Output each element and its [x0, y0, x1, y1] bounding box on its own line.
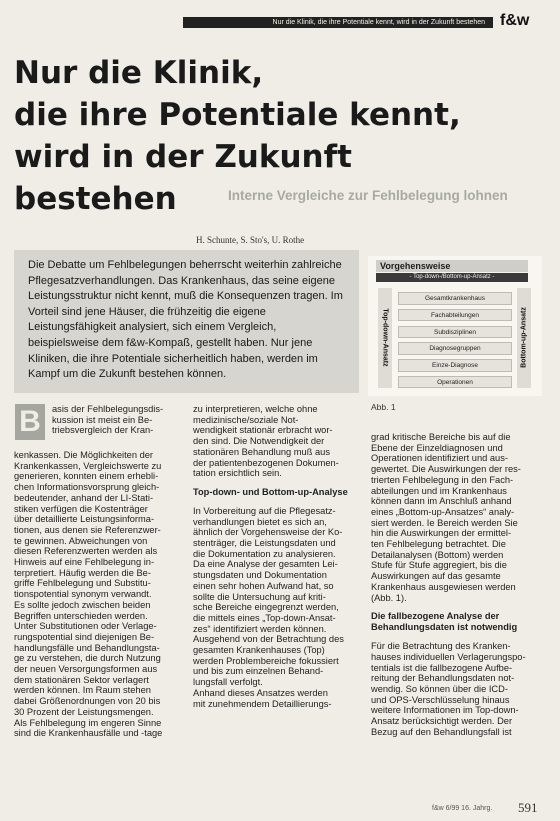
figure-level: Diagnosegruppen [398, 342, 512, 355]
text-line: sche Bereiche eingegrenzt werden, [193, 602, 339, 613]
text-line: Bezug auf den Behandlungsfall ist [371, 726, 512, 737]
title-line: Nur die Klinik, [14, 55, 264, 91]
title-line: wird in der Zukunft [14, 139, 352, 175]
body-column-3 [371, 432, 543, 788]
text-line: grad kritische Bereiche bis auf die [371, 432, 511, 442]
figure-level: Operationen [398, 376, 512, 389]
magazine-logo: f&w [500, 12, 530, 29]
text-line: über detaillierte Leistungsinforma- [14, 514, 155, 525]
text-line: lungsfall verfolgt. [193, 677, 263, 688]
text-line: dem stationären Sektor verlagert [14, 674, 149, 685]
text-line: griffe Fehlbelegung und Substitu- [14, 578, 151, 589]
text-line: triebsvergleich der Kran- [52, 425, 154, 436]
text-line: die mittels eines „Top-down-Ansat- [193, 612, 336, 623]
text-line: reitung der Behandlungsdaten not- [371, 673, 515, 684]
text-line: einen sehr hohen Aufwand hat, so [193, 580, 334, 591]
text-line: terpretiert. Häufig werden die Be- [14, 567, 151, 578]
text-line: Operationen identifiziert und aus- [371, 453, 508, 464]
text-line: Da eine Analyse der gesamten Lei- [193, 559, 338, 570]
text-line: Unter Substitutionen oder Verlage- [14, 621, 157, 632]
column-2-text-b [193, 506, 361, 709]
text-line: ähnlich der Vorgehensweise der Ko- [193, 527, 343, 538]
text-line: sind die Krankenhausfälle und -tage [14, 728, 163, 739]
article-authors: H. Schunte, S. Sto's, U. Rothe [196, 235, 305, 245]
article-subtitle: Interne Vergleiche zur Fehlbelegung lohnen [228, 188, 508, 203]
lead-paragraph-box [14, 250, 359, 393]
section-heading-top-down: Top-down- und Bottom-up-Analyse [193, 486, 348, 497]
top-down-arrow-label: Top-down-Ansatz [381, 308, 389, 367]
figure-subtitle: - Top-down-/Bottom-up-Ansatz - [376, 273, 528, 282]
text-line: te gewinnen. Abweichungen von [14, 535, 148, 546]
text-line: Detailanalysen (Bottom) werden [371, 549, 504, 560]
column-3-text-b [371, 641, 543, 737]
text-line: hin die Auswirkungen der ermittel- [371, 528, 512, 539]
text-line: Ausgehend von der Betrachtung des [193, 634, 344, 645]
bottom-up-arrow [517, 288, 531, 388]
text-line: stungsdaten und Dokumentation [193, 570, 327, 581]
text-line: hauses individuellen Verlagerungspo- [371, 651, 526, 662]
page-number: 591 [518, 800, 538, 815]
top-down-arrow [378, 288, 392, 388]
text-line: ten Fehlbelegung betrachtet. Die [371, 539, 506, 550]
text-line: Stufe für Stufe aggregiert, bis die [371, 560, 507, 571]
title-line: bestehen [14, 181, 177, 217]
column-3-text-a [371, 432, 543, 603]
body-column-2 [193, 404, 361, 788]
text-line: tionen, aus denen sie Referenzwer- [14, 524, 161, 535]
text-line: 30 Prozent der Leistungsmengen. [14, 706, 154, 717]
issue-info: f&w 6/99 16. Jahrg. [432, 805, 493, 812]
text-line: Für die Betrachtung des Kranken- [371, 641, 511, 652]
drop-cap: B [15, 404, 45, 440]
column-2-text-a [193, 404, 361, 479]
figure-levels [398, 292, 512, 393]
text-line: rungspotential sind diejenigen Be- [14, 631, 155, 642]
text-line: Anhand dieses Ansatzes werden [193, 687, 328, 698]
text-line: In Vorbereitung auf die Pflegesatz- [193, 505, 336, 516]
text-line: Es sollte jedoch zwischen beiden [14, 599, 151, 610]
text-line: Ebene der Einzeldiagnosen und [371, 442, 503, 453]
text-line: stenträger, die Leistungsdaten und [193, 538, 336, 549]
text-line: können dann im Anschluß anhand [371, 496, 512, 507]
text-line: tionspotential synonym verwandt. [14, 589, 152, 600]
text-line: tation ersichtlich sein. [193, 468, 282, 479]
text-line: und OPS-Verschlüsselung hinaus [371, 694, 510, 705]
text-line: zu interpretieren, welche ohne [193, 404, 318, 414]
text-line: weitere Informationen im Top-down- [371, 705, 519, 716]
text-line: bedeutender, anhand der LI-Stati- [14, 492, 154, 503]
text-line: gewertet. Die Auswirkungen der res- [371, 464, 521, 475]
text-line: handlungsfälle und Behandlungsta- [14, 642, 160, 653]
text-line: trierten Fehlbelegung in den Fach- [371, 474, 514, 485]
text-line: sollte die Untersuchung auf kriti- [193, 591, 326, 602]
text-line: mit zunehmendem Detaillierungs- [193, 698, 332, 709]
bottom-up-arrow-label: Bottom-up-Ansatz [520, 307, 528, 368]
text-line: werden Problembereiche fokussiert [193, 655, 339, 666]
text-line: und bis zum einzelnen Behand- [193, 666, 324, 677]
text-line: zes“ identifiziert werden können. [193, 623, 327, 634]
text-line: wendig. So können über die ICD- [371, 684, 508, 695]
text-line: Ansatz berücksichtigt werden. Der [371, 716, 513, 727]
text-line: dabei Größenordnungen von 20 bis [14, 696, 161, 707]
text-line: diesen Referenzwerten werden als [14, 546, 158, 557]
text-line: stiken verfügen die Kostenträger [14, 503, 148, 514]
figure-approach [368, 256, 542, 396]
text-line: siert werden. Ie Bereich werden Sie [371, 517, 518, 528]
text-line: eines „Bottom-up-Ansatzes“ analy- [371, 506, 515, 517]
figure-level: Fachabteilungen [398, 309, 512, 322]
body-column-1-intro [52, 404, 182, 450]
text-line: Krankenkassen, Vergleichswerte zu [14, 460, 162, 471]
text-line: den sind. Die Notwendigkeit der [193, 436, 325, 447]
text-line: generieren, konnten einem erhebli- [14, 471, 159, 482]
text-line: der neuen Versorgungsformen aus [14, 664, 158, 675]
text-line: kussion ist meist ein Be- [52, 414, 153, 425]
figure-level: Einze-Diagnose [398, 359, 512, 372]
text-line: stationären Behandlung muß aus [193, 446, 330, 457]
text-line: Krankenhaus ausgewiesen werden [371, 581, 516, 592]
body-column-1 [14, 450, 182, 786]
running-header: Nur die Klinik, die ihre Potentiale kennt, wird in der Zukunft bestehen [183, 17, 493, 28]
text-line: wendigkeit stationär erbracht wor- [193, 425, 333, 436]
text-line: kenkassen. Die Möglichkeiten der [14, 450, 154, 460]
text-line: asis der Fehlbelegungsdis- [52, 404, 164, 414]
section-heading-case-analysis: Die fallbezogene Analyse der Behandlungsdaten ist notwendig [371, 611, 518, 633]
text-line: tentials ist die fallbezogene Aufbe- [371, 662, 513, 673]
text-line: Hinweis auf eine Fehlbelegung in- [14, 557, 155, 568]
figure-caption: Abb. 1 [371, 402, 396, 412]
text-line: medizinische/soziale Not- [193, 414, 299, 425]
text-line: der patientenbezogenen Dokumen- [193, 457, 339, 468]
text-line: (Abb. 1). [371, 592, 407, 603]
text-line: die Dokumentation zu analysieren. [193, 548, 336, 559]
text-line: Auswirkungen auf das gesamte [371, 571, 501, 582]
lead-paragraph: Die Debatte um Fehlbelegungen beherrscht weiterhin zahlreiche Pflegesatzverhandlungen. Das Krankenhaus, das seine eigene Leistungsstruktur nicht kennt, muß die Konsequenzen tragen. Im Vorteil sind jene Häuser, die frühzeitig die eigene Leistungsfähigkeit analysiert, sich einem Vergleich, beispielsweise dem f&w-Kompaß, gestellt haben. Nur jene Kliniken, die ihre Potentiale sicherheitlich haben, werden im Kampf um die Zukunft bestehen können. [28, 259, 343, 381]
text-line: ge zu verstehen, die durch Nutzung [14, 653, 161, 664]
text-line: verhandlungen bietet es sich an, [193, 516, 327, 527]
figure-level: Gesamtkrankenhaus [398, 292, 512, 305]
title-line: die ihre Potentiale kennt, [14, 97, 461, 133]
text-line: Begriffen unterschieden werden. [14, 610, 148, 621]
figure-title: Vorgehensweise [376, 260, 528, 272]
text-line: werden können. Im Raum stehen [14, 685, 151, 696]
text-line: gesamten Krankenhauses (Top) [193, 645, 325, 656]
text-line: Als Fehlbelegung im engeren Sinne [14, 717, 162, 728]
text-line: chen Informationsvorsprung gleich- [14, 482, 160, 493]
figure-level: Subdisziplinen [398, 326, 512, 339]
text-line: abteilungen und im Krankenhaus [371, 485, 507, 496]
